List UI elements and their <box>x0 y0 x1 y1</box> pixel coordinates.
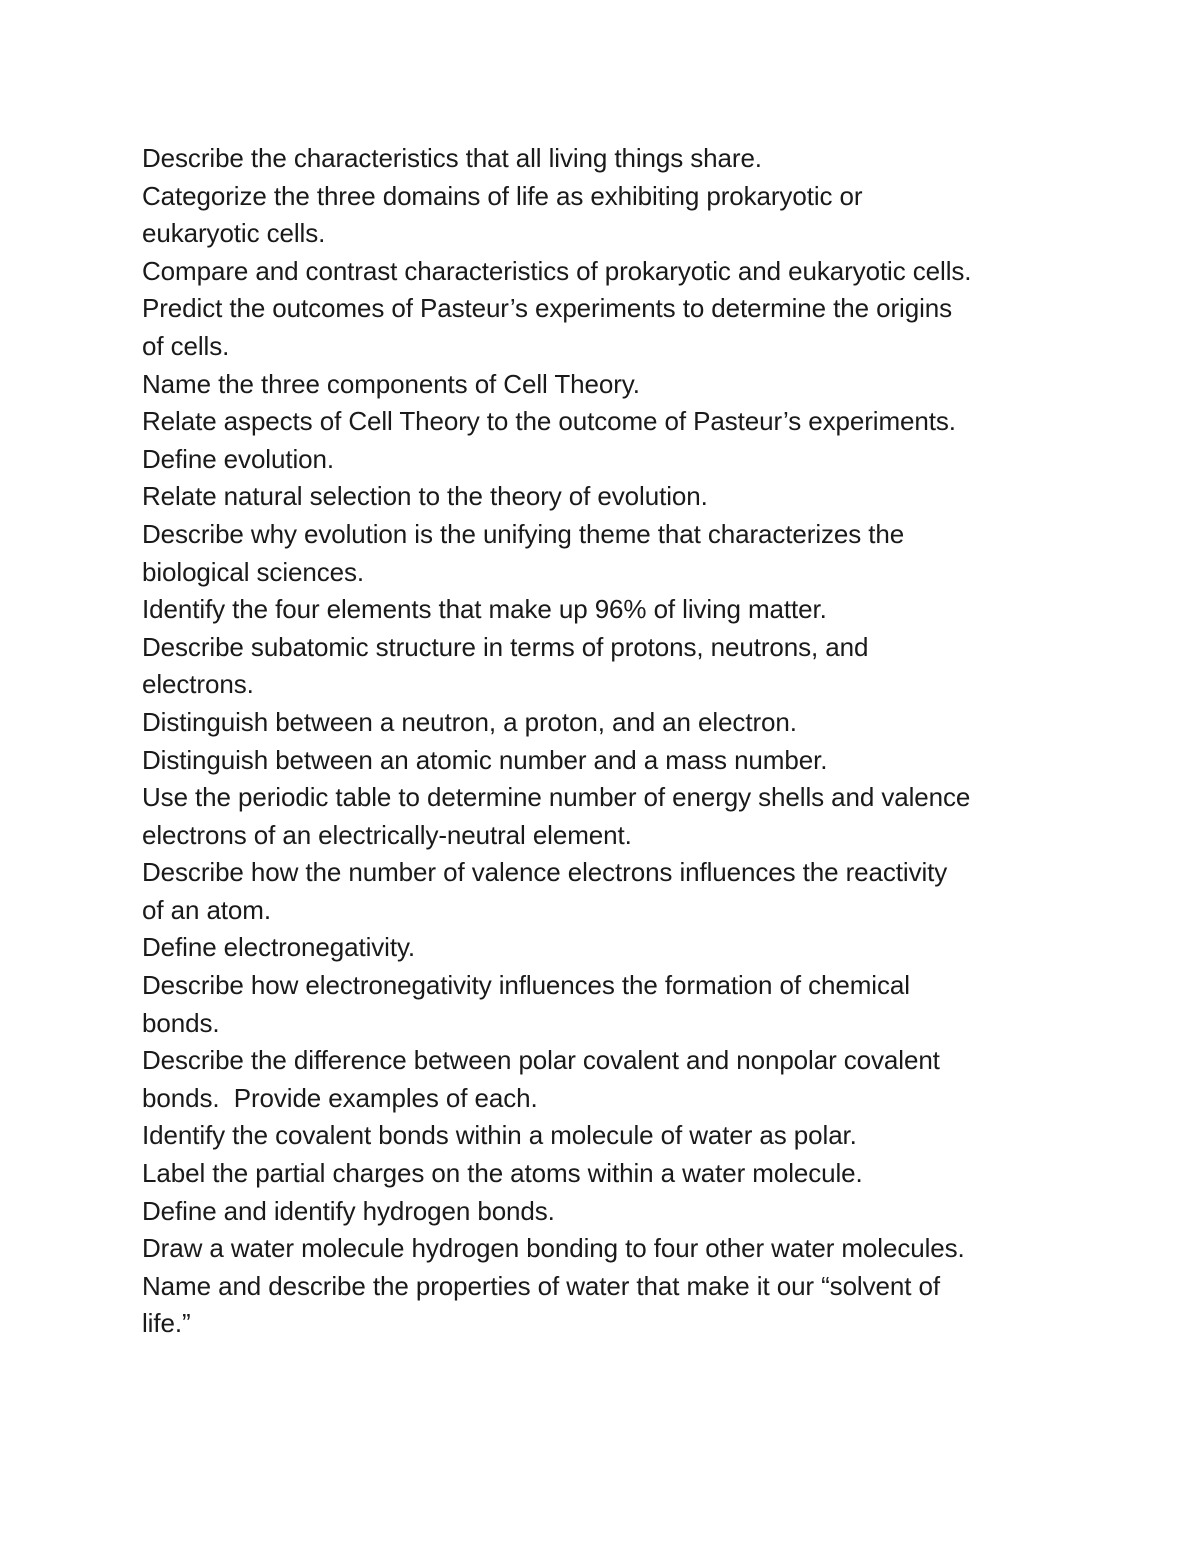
text-line: Describe why evolution is the unifying theme that characterizes the <box>142 518 905 549</box>
text-line: Relate aspects of Cell Theory to the outcome of Pasteur’s experiments. <box>142 406 956 437</box>
text-line: Draw a water molecule hydrogen bonding to four other water molecules. <box>142 1233 965 1264</box>
text-line: eukaryotic cells. <box>142 218 326 249</box>
text-line: Name and describe the properties of water that make it our “solvent of <box>142 1270 940 1301</box>
objectives-text-block <box>142 140 1077 1343</box>
text-line: life.” <box>142 1308 191 1339</box>
text-line: Compare and contrast characteristics of prokaryotic and eukaryotic cells. <box>142 255 972 286</box>
text-line: Define evolution. <box>142 443 334 474</box>
text-line: Define electronegativity. <box>142 932 416 963</box>
text-line: Describe the difference between polar covalent and nonpolar covalent <box>142 1045 940 1076</box>
text-line: Describe the characteristics that all living things share. <box>142 143 762 173</box>
text-line: Describe how electronegativity influences the formation of chemical <box>142 970 910 1001</box>
text-line: Define and identify hydrogen bonds. <box>142 1195 555 1226</box>
text-line: Predict the outcomes of Pasteur’s experiments to determine the origins <box>142 293 953 324</box>
text-line: biological sciences. <box>142 556 365 587</box>
text-line: bonds. Provide examples of each. <box>142 1082 538 1113</box>
text-line: Identify the four elements that make up 96% of living matter. <box>142 594 827 625</box>
text-line: Identify the covalent bonds within a molecule of water as polar. <box>142 1120 857 1151</box>
text-line: Distinguish between a neutron, a proton, and an electron. <box>142 706 797 737</box>
text-line: Label the partial charges on the atoms within a water molecule. <box>142 1158 863 1189</box>
text-line: of an atom. <box>142 894 271 925</box>
text-line: Name the three components of Cell Theory. <box>142 368 640 399</box>
text-line: Relate natural selection to the theory of evolution. <box>142 481 708 512</box>
text-line: Distinguish between an atomic number and a mass number. <box>142 744 828 775</box>
text-line: electrons of an electrically-neutral element. <box>142 819 632 850</box>
text-line: bonds. <box>142 1007 220 1038</box>
text-line: Describe how the number of valence electrons influences the reactivity <box>142 857 948 888</box>
text-line: Categorize the three domains of life as exhibiting prokaryotic or <box>142 180 863 211</box>
text-line: of cells. <box>142 330 230 361</box>
text-line: Use the periodic table to determine number of energy shells and valence <box>142 782 971 813</box>
text-line: Describe subatomic structure in terms of protons, neutrons, and <box>142 631 869 662</box>
text-line: electrons. <box>142 669 254 700</box>
